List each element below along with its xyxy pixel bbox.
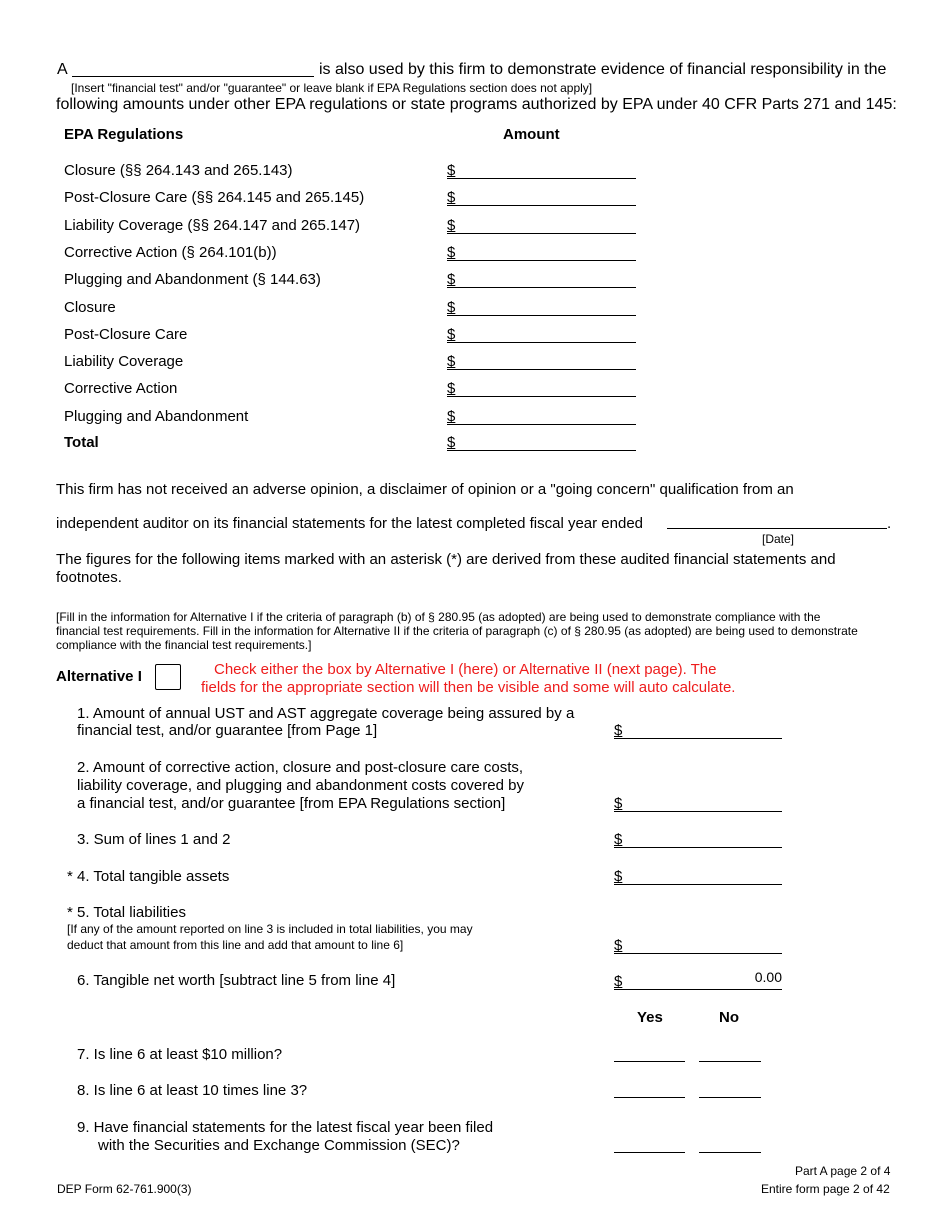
fiscal-year-date-field[interactable]	[667, 528, 887, 529]
alternative-note-line1: Check either the box by Alternative I (here) or Alternative II (next page). The	[214, 661, 717, 678]
epa-row-label: Plugging and Abandonment	[64, 408, 249, 425]
auditor-statement-line2: independent auditor on its financial statements for the latest completed fiscal year ended	[56, 515, 644, 532]
alternative-i-checkbox[interactable]	[155, 664, 181, 690]
item6-value: 0.00	[754, 969, 782, 985]
item6-amount-field[interactable]	[614, 989, 782, 990]
item3-currency: $	[614, 831, 623, 848]
epa-row-amount-field[interactable]	[447, 178, 636, 179]
epa-row-amount-field[interactable]	[447, 205, 636, 206]
footer-part-page: Part A page 2 of 4	[795, 1164, 891, 1178]
date-hint: [Date]	[762, 532, 795, 546]
item6-currency: $	[614, 973, 623, 990]
epa-regulations-header: EPA Regulations	[64, 126, 184, 143]
yes-header: Yes	[637, 1009, 663, 1026]
intro-lead-letter: A	[57, 61, 68, 78]
epa-row-amount-field[interactable]	[447, 369, 636, 370]
epa-row-amount-field[interactable]	[447, 424, 636, 425]
item7-no-field[interactable]	[699, 1061, 761, 1062]
instructions-line1: [Fill in the information for Alternative I if the criteria of paragraph (b) of § 280.95 (as adopted) are being used to demonstrate compliance with the	[56, 610, 821, 624]
epa-row-label: Corrective Action (§ 264.101(b))	[64, 244, 277, 261]
financial-assurance-type-field[interactable]	[72, 76, 314, 77]
item8-yes-field[interactable]	[614, 1097, 685, 1098]
auditor-statement-line1: This firm has not received an adverse opinion, a disclaimer of opinion or a "going concern" qualification from an	[56, 481, 794, 498]
auditor-period: .	[887, 515, 892, 532]
figures-statement-line2: footnotes.	[56, 569, 122, 586]
epa-row-label: Corrective Action	[64, 380, 178, 397]
footer-form-id: DEP Form 62-761.900(3)	[57, 1182, 192, 1196]
epa-row-currency: $	[447, 299, 456, 316]
item9-label-line2: with the Securities and Exchange Commission (SEC)?	[98, 1137, 460, 1154]
item4-currency: $	[614, 868, 623, 885]
epa-row-amount-field[interactable]	[447, 396, 636, 397]
footer-entire-page: Entire form page 2 of 42	[761, 1182, 890, 1196]
item2-label-line1: 2. Amount of corrective action, closure and post-closure care costs,	[77, 759, 524, 776]
item4-label: * 4. Total tangible assets	[67, 868, 230, 885]
item6-label: 6. Tangible net worth [subtract line 5 from line 4]	[77, 972, 396, 989]
item5-note-line2: deduct that amount from this line and add that amount to line 6]	[67, 938, 404, 952]
epa-row-amount-field[interactable]	[447, 287, 636, 288]
item2-label-line3: a financial test, and/or guarantee [from EPA Regulations section]	[77, 795, 506, 812]
item5-label: * 5. Total liabilities	[67, 904, 186, 921]
epa-row-label: Post-Closure Care (§§ 264.145 and 265.145)	[64, 189, 365, 206]
item1-currency: $	[614, 722, 623, 739]
item2-label-line2: liability coverage, and plugging and abandonment costs covered by	[77, 777, 524, 794]
item5-note-line1: [If any of the amount reported on line 3 is included in total liabilities, you may	[67, 922, 473, 936]
epa-row-currency: $	[447, 408, 456, 425]
item2-currency: $	[614, 795, 623, 812]
item1-amount-field[interactable]	[614, 738, 782, 739]
epa-row-currency: $	[447, 353, 456, 370]
intro-sentence-part1: is also used by this firm to demonstrate evidence of financial responsibility in the	[319, 61, 887, 78]
epa-row-label: Closure	[64, 299, 116, 316]
figures-statement-line1: The figures for the following items marked with an asterisk (*) are derived from these audited financial statements and	[56, 551, 836, 568]
epa-row-label: Liability Coverage	[64, 353, 184, 370]
intro-sentence-part2: following amounts under other EPA regulations or state programs authorized by EPA under 40 CFR Parts 271 and 145:	[56, 96, 897, 113]
amount-header: Amount	[503, 126, 560, 143]
epa-row-currency: $	[447, 244, 456, 261]
item8-no-field[interactable]	[699, 1097, 761, 1098]
epa-total-label: Total	[64, 434, 99, 451]
item9-yes-field[interactable]	[614, 1152, 685, 1153]
epa-row-currency: $	[447, 217, 456, 234]
item5-amount-field[interactable]	[614, 953, 782, 954]
epa-row-currency: $	[447, 271, 456, 288]
item2-amount-field[interactable]	[614, 811, 782, 812]
intro-insert-hint: [Insert "financial test" and/or "guarantee" or leave blank if EPA Regulations section does not apply]	[71, 81, 593, 95]
item3-label: 3. Sum of lines 1 and 2	[77, 831, 231, 848]
epa-row-amount-field[interactable]	[447, 315, 636, 316]
item8-label: 8. Is line 6 at least 10 times line 3?	[77, 1082, 308, 1099]
epa-row-label: Plugging and Abandonment (§ 144.63)	[64, 271, 321, 288]
item5-currency: $	[614, 937, 623, 954]
item7-label: 7. Is line 6 at least $10 million?	[77, 1046, 283, 1063]
epa-row-amount-field[interactable]	[447, 260, 636, 261]
epa-row-amount-field[interactable]	[447, 233, 636, 234]
item9-label-line1: 9. Have financial statements for the latest fiscal year been filed	[77, 1119, 494, 1136]
epa-row-label: Post-Closure Care	[64, 326, 188, 343]
item9-no-field[interactable]	[699, 1152, 761, 1153]
instructions-line3: compliance with the financial test requirements.]	[56, 638, 312, 652]
item1-label-line2: financial test, and/or guarantee [from Page 1]	[77, 722, 378, 739]
epa-row-currency: $	[447, 380, 456, 397]
epa-row-label: Closure (§§ 264.143 and 265.143)	[64, 162, 293, 179]
item1-label-line1: 1. Amount of annual UST and AST aggregate coverage being assured by a	[77, 705, 575, 722]
epa-row-currency: $	[447, 326, 456, 343]
epa-total-currency: $	[447, 434, 456, 451]
item3-amount-field[interactable]	[614, 847, 782, 848]
epa-row-currency: $	[447, 189, 456, 206]
alternative-i-label: Alternative I	[56, 668, 142, 685]
epa-row-label: Liability Coverage (§§ 264.147 and 265.147)	[64, 217, 361, 234]
epa-row-amount-field[interactable]	[447, 342, 636, 343]
item7-yes-field[interactable]	[614, 1061, 685, 1062]
epa-row-currency: $	[447, 162, 456, 179]
epa-total-amount-field[interactable]	[447, 450, 636, 451]
item4-amount-field[interactable]	[614, 884, 782, 885]
instructions-line2: financial test requirements. Fill in the information for Alternative II if the criteria of paragraph (c) of § 280.95 (as adopted) are being used to demonstrate	[56, 624, 858, 638]
alternative-note-line2: fields for the appropriate section will then be visible and some will auto calculate.	[201, 679, 736, 696]
no-header: No	[719, 1009, 739, 1026]
